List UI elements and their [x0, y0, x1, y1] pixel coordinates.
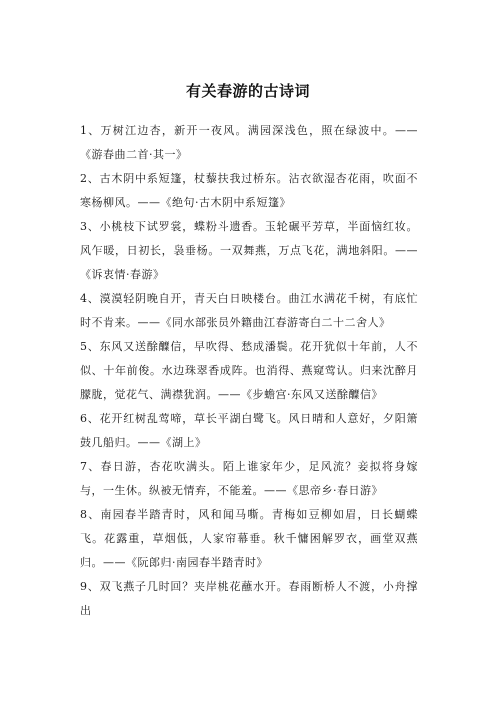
poem-entry-6: 6、花开红树乱莺啼，草长平湖白鹭飞。风日晴和人意好，夕阳箫鼓几船归。——《湖上》	[80, 412, 418, 449]
poem-list	[80, 119, 418, 623]
poem-entry-4: 4、漠漠轻阴晚自开，青天白日映楼台。曲江水满花千树，有底忙时不肯来。——《同水部张员外籍曲江春游寄白二十二舍人》	[80, 292, 418, 329]
poem-entry-3: 3、小桃枝下试罗裳，蝶粉斗遗香。玉轮碾平芳草，半面恼红妆。风乍暖，日初长，袅垂杨。一双舞燕，万点飞花，满地斜阳。——《诉衷情·春游》	[80, 220, 418, 281]
poem-entry-7: 7、春日游，杏花吹满头。陌上谁家年少，足风流？妾拟将身嫁与，一生休。纵被无情弃，不能羞。——《思帝乡·春日游》	[80, 460, 418, 497]
poem-entry-9: 9、双飞燕子几时回？夹岸桃花蘸水开。春雨断桥人不渡，小舟撑出	[80, 580, 418, 617]
document-title: 有关春游的古诗词	[185, 82, 310, 100]
poem-entry-8: 8、南园春半踏青时，风和闻马嘶。青梅如豆柳如眉，日长蝴蝶飞。花露重，草烟低，人家帘幕垂。秋千慵困解罗衣，画堂双燕归。——《阮郎归·南园春半踏青时》	[80, 508, 418, 569]
poem-entry-1: 1、万树江边杏，新开一夜风。满园深浅色，照在绿波中。——《游春曲二首·其一》	[80, 124, 418, 161]
poem-entry-5: 5、东风又送酴醾信，早吹得、愁成潘鬓。花开犹似十年前，人不似、十年前俊。水边珠翠香成阵。也消得、燕窥莺认。归来沈醉月朦胧，觉花气、满襟犹润。——《步蟾宫·东风又送酴醾信》	[80, 340, 418, 401]
poem-entry-2: 2、古木阴中系短篷，杖藜扶我过桥东。沾衣欲湿杏花雨，吹面不寒杨柳风。——《绝句·古木阴中系短篷》	[80, 172, 418, 209]
